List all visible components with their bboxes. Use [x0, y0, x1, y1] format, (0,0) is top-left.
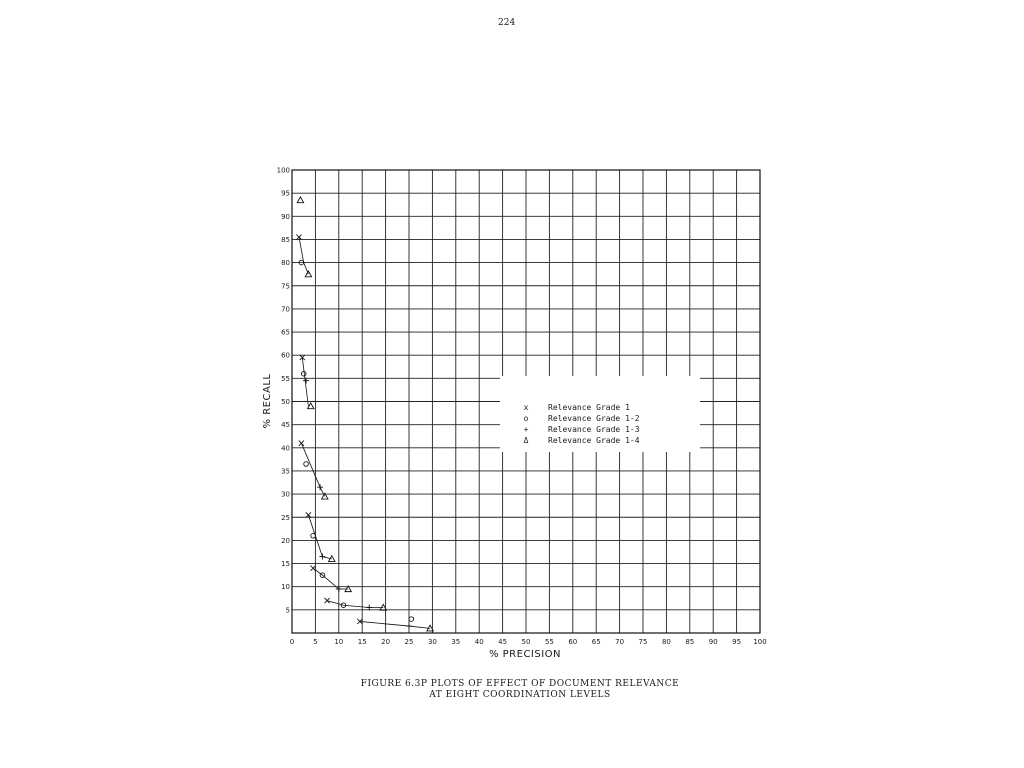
y-tick-label: 30	[281, 490, 290, 499]
y-tick-label: 70	[281, 305, 290, 314]
series-line	[360, 621, 430, 628]
x-tick-label: 30	[427, 638, 437, 646]
x-tick-label: 90	[708, 638, 718, 646]
y-tick-label: 15	[281, 560, 290, 569]
data-point-series-1	[299, 441, 304, 446]
x-tick-label: 45	[498, 638, 508, 646]
x-tick-label: 0	[289, 638, 295, 646]
series-line	[299, 237, 308, 274]
x-tick-label: 95	[732, 638, 742, 646]
series-lines	[299, 237, 430, 628]
data-marks	[296, 197, 433, 631]
x-tick-label: 10	[334, 638, 344, 646]
x-tick-label: 80	[661, 638, 671, 646]
figure-caption-line-2: AT EIGHT COORDINATION LEVELS	[429, 690, 611, 700]
data-point-series-1	[310, 566, 315, 571]
data-point-series-2	[311, 533, 316, 538]
y-tick-label: 10	[281, 583, 290, 592]
x-tick-label: 85	[685, 638, 695, 646]
data-point-series-1	[325, 598, 330, 603]
x-tick-label: 15	[357, 638, 367, 646]
legend-entry: Relevance Grade 1-2	[548, 414, 640, 423]
y-tick-label: 60	[281, 351, 290, 360]
legend-symbol: Δ	[523, 436, 529, 445]
y-tick-label: 45	[281, 421, 290, 430]
x-tick-label: 50	[521, 638, 531, 646]
x-tick-label: 60	[568, 638, 578, 646]
data-point-series-3	[317, 484, 323, 490]
x-tick-label: 20	[381, 638, 391, 646]
y-tick-label: 55	[281, 374, 290, 383]
legend-symbol: o	[523, 414, 529, 423]
x-tick-label: 5	[313, 638, 318, 646]
y-tick-label: 35	[281, 467, 290, 476]
legend-symbol: +	[523, 425, 529, 434]
x-tick-label: 75	[638, 638, 648, 646]
series-line	[302, 358, 308, 407]
data-point	[301, 371, 306, 376]
y-tick-label: 65	[281, 328, 290, 337]
y-tick-label: 85	[281, 235, 290, 244]
legend-entry: Relevance Grade 1	[548, 403, 630, 412]
y-tick-label: 40	[281, 444, 290, 453]
y-axis-label: % RECALL	[262, 373, 273, 429]
legend-entry: Relevance Grade 1-4	[548, 436, 640, 445]
x-tick-label: 100	[753, 638, 767, 646]
y-tick-label: 20	[281, 536, 290, 545]
series-line	[327, 601, 383, 608]
legend-entry: Relevance Grade 1-3	[548, 425, 640, 434]
x-tick-label: 35	[451, 638, 461, 646]
data-point-series-1	[306, 512, 311, 517]
series-line	[301, 443, 324, 496]
y-tick-label: 90	[281, 212, 290, 221]
data-point-series-3	[319, 554, 325, 560]
x-tick-label: 70	[615, 638, 625, 646]
data-point-series-4	[297, 197, 303, 203]
x-axis-label: % PRECISION	[488, 649, 562, 660]
y-tick-label: 80	[281, 259, 290, 268]
y-tick-label: 75	[281, 282, 290, 291]
page-number: 224	[498, 18, 516, 28]
x-tick-label: 40	[474, 638, 484, 646]
x-tick-label: 55	[544, 638, 554, 646]
series-line	[308, 515, 331, 559]
data-point-series-2	[304, 462, 309, 467]
y-tick-label: 100	[276, 166, 290, 175]
data-point-series-3	[406, 623, 412, 629]
figure-caption-line-1: FIGURE 6.3P PLOTS OF EFFECT OF DOCUMENT RELEVANCE	[360, 679, 680, 689]
series-line	[313, 568, 348, 589]
y-tick-label: 50	[281, 398, 290, 406]
y-tick-label: 95	[281, 189, 290, 198]
legend-symbol: x	[523, 403, 529, 412]
data-point-series-2	[409, 617, 414, 622]
y-tick-label: 25	[281, 513, 290, 522]
x-tick-label: 65	[591, 638, 601, 646]
y-tick-label: 5	[285, 606, 290, 615]
x-tick-label: 25	[404, 638, 414, 646]
